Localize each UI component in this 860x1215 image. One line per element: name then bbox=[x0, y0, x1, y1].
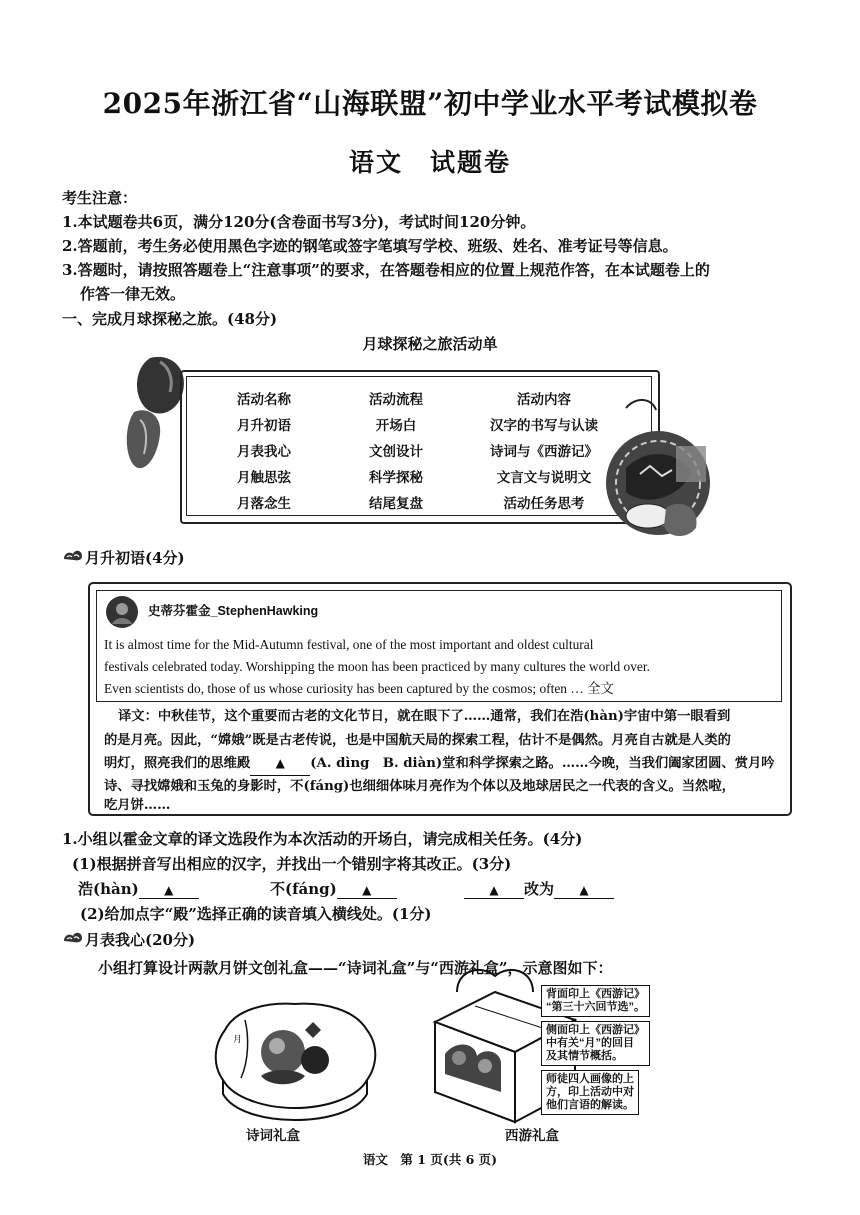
tweet-username: 史蒂芬霍金_StephenHawking bbox=[148, 604, 319, 618]
english-line-1: It is almost time for the Mid-Autumn festival, one of the most important and oldest cultural bbox=[104, 637, 594, 652]
translation-line-4: 诗、寻找嫦娥和玉兔的身影时，不(fáng)也细细体味月亮作为个体以及地球居民之一代表的含义。当然啦， bbox=[104, 779, 735, 794]
exam-title: 2025年浙江省“山海联盟”初中学业水平考试模拟卷 bbox=[102, 87, 758, 120]
svg-text:月: 月 bbox=[233, 1035, 243, 1045]
cloud-ornament-icon bbox=[62, 547, 84, 563]
table-cell: 开场白 bbox=[375, 418, 417, 434]
part1-heading: 月升初语(4分) bbox=[85, 549, 185, 567]
exam-subtitle: 语文 试题卷 bbox=[348, 148, 511, 177]
journey-box-caption: 西游礼盒 bbox=[505, 1128, 559, 1144]
col-header-process: 活动流程 bbox=[369, 392, 423, 408]
notice-item-3: 3.答题时，请按照答题卷上“注意事项”的要求，在答题卷相应的位置上规范作答，在本试题卷上的 bbox=[62, 261, 710, 279]
table-cell: 月落念生 bbox=[237, 496, 291, 512]
answer-blank-han[interactable]: ▲ bbox=[139, 880, 199, 899]
translation-line-5: 吃月饼…… bbox=[104, 798, 171, 813]
notice-item-2: 2.答题前，考生务必使用黑色字迹的钢笔或签字笔填写学校、班级、姓名、准考证号等信息。 bbox=[62, 237, 678, 255]
table-cell: 文言文与说明文 bbox=[496, 470, 592, 486]
table-cell: 文创设计 bbox=[369, 444, 423, 460]
col-header-name: 活动名称 bbox=[237, 392, 291, 408]
table-cell: 汉字的书写与认读 bbox=[490, 418, 598, 434]
moon-folk-illustration bbox=[596, 388, 720, 546]
table-cell: 活动任务思考 bbox=[503, 496, 585, 512]
label-portrait: 师徒四人画像的上 方，印上活动中对 他们言语的解读。 bbox=[541, 1070, 639, 1115]
table-cell: 科学探秘 bbox=[369, 470, 423, 486]
answer-line-2: 不(fáng) ▲ bbox=[270, 878, 397, 899]
table-cell: 月触思弦 bbox=[237, 470, 291, 486]
translation-line-1: 译文：中秋佳节，这个重要而古老的文化节日，就在眼下了……通常，我们在浩(hàn)宇宙中第一眼看到 bbox=[118, 709, 731, 724]
translation-line-3: 明灯，照亮我们的思维殿 ▲ (A. dìng B. diàn)堂和科学探索之路。……今晚，当我们阖家团圆、赏月吟 bbox=[104, 752, 776, 776]
part2-intro: 小组打算设计两款月饼文创礼盒——“诗词礼盒”与“西游礼盒”，示意图如下： bbox=[98, 959, 613, 977]
col-header-content: 活动内容 bbox=[517, 392, 571, 408]
english-line-3: Even scientists do, those of us whose curiosity has been captured by the cosmos; often … 全文 bbox=[104, 681, 614, 696]
question-1-2: (2)给加点字“殿”选择正确的读音填入横线处。(1分) bbox=[80, 905, 432, 923]
table-cell: 结尾复盘 bbox=[369, 496, 423, 512]
notice-heading: 考生注意： bbox=[62, 189, 138, 207]
answer-blank-fang[interactable]: ▲ bbox=[337, 880, 397, 899]
cloud-ornament-icon bbox=[62, 929, 84, 945]
answer-line-3: ▲ 改为 ▲ bbox=[464, 878, 614, 899]
section-heading: 一、完成月球探秘之旅。(48分) bbox=[62, 310, 278, 328]
poetry-box-caption: 诗词礼盒 bbox=[246, 1128, 300, 1144]
table-cell: 诗词与《西游记》 bbox=[490, 444, 598, 460]
label-back-side: 背面印上《西游记》 “第三十六回节选”。 bbox=[541, 985, 650, 1017]
english-line-2: festivals celebrated today. Worshipping the moon has been practiced by many cultures the world over. bbox=[104, 659, 650, 674]
page-footer: 语文 第 1 页(共 6 页) bbox=[362, 1152, 498, 1167]
table-cell: 月升初语 bbox=[237, 418, 291, 434]
notice-item-3-cont: 作答一律无效。 bbox=[80, 285, 186, 303]
pinyin-choice-blank[interactable]: ▲ bbox=[250, 752, 310, 776]
notice-item-1: 1.本试题卷共6页，满分120分(含卷面书写3分)，考试时间120分钟。 bbox=[62, 213, 536, 231]
question-1-1: (1)根据拼音写出相应的汉字，并找出一个错别字将其改正。(3分) bbox=[72, 855, 512, 873]
poetry-gift-box-illustration bbox=[205, 990, 385, 1125]
table-cell: 月表我心 bbox=[237, 444, 291, 460]
label-side-face: 侧面印上《西游记》 中有关“月”的回目 及其情节概括。 bbox=[541, 1021, 650, 1066]
answer-blank-correct-char[interactable]: ▲ bbox=[554, 880, 614, 899]
question-1: 1.小组以霍金文章的译文选段作为本次活动的开场白，请完成相关任务。(4分) bbox=[62, 830, 583, 848]
avatar bbox=[104, 594, 140, 630]
part2-heading: 月表我心(20分) bbox=[85, 931, 196, 949]
activity-table-title: 月球探秘之旅活动单 bbox=[362, 335, 498, 353]
answer-blank-wrong-char[interactable]: ▲ bbox=[464, 880, 524, 899]
answer-line-1: 浩(hàn) ▲ bbox=[78, 878, 199, 899]
translation-line-2: 的是月亮。因此，“嫦娥”既是古老传说，也是中国航天局的探索工程，估计不是偶然。月亮自古就是人类的 bbox=[104, 733, 731, 748]
